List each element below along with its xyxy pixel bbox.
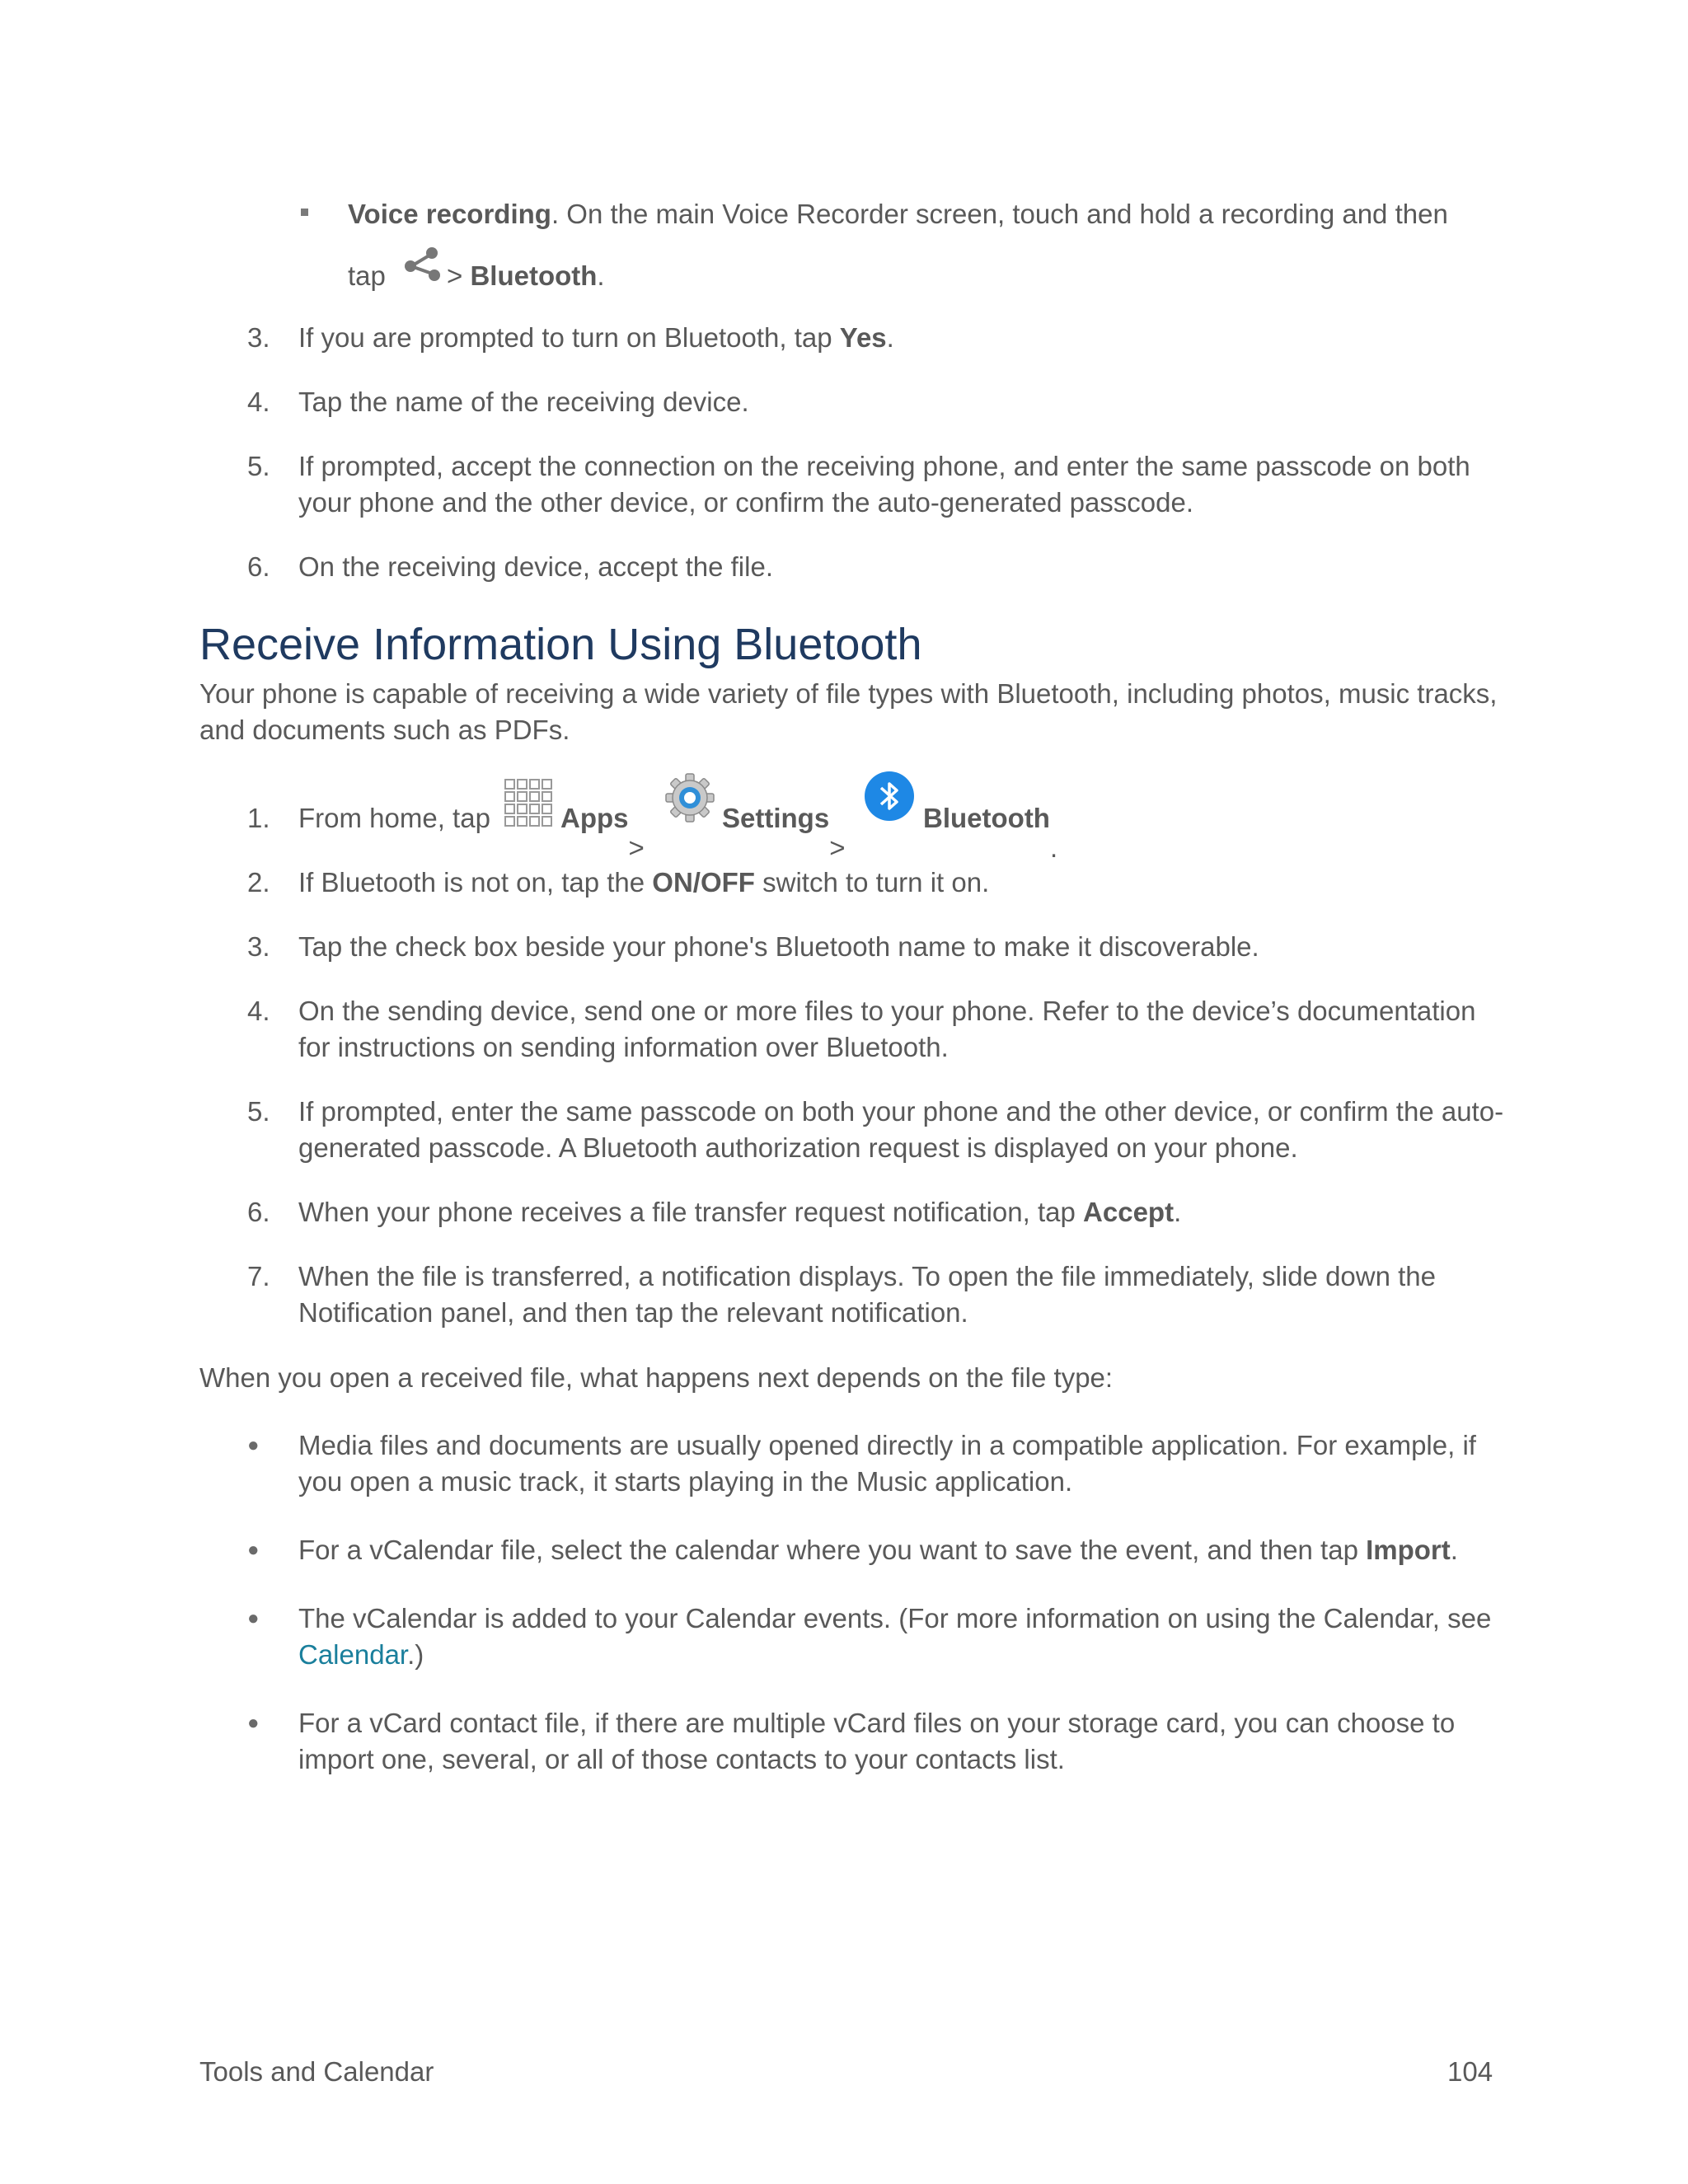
bullet-text: Media files and documents are usually opened directly in a compatible application. For example, if you open a music track, it starts playing in the Music application. [298,1430,1476,1497]
share-icon [399,244,445,290]
gt-separator: > [628,832,645,863]
bullet-text-part: . [1450,1535,1458,1565]
step-text-part: When your phone receives a file transfer request notification, tap [298,1197,1084,1227]
step-number: 4. [247,387,270,417]
calendar-link[interactable]: Calendar [298,1639,408,1670]
voice-recording-label: Voice recording [348,199,551,229]
gt-separator: > [829,832,846,863]
step-1-text [298,771,1510,863]
settings-label: Settings [722,803,830,833]
step-text [298,1194,1510,1230]
apps-grid-icon [503,777,554,828]
step-number: 6. [247,1197,270,1227]
step-text: When the file is transferred, a notification displays. To open the file immediately, slide down the Notification panel, and then tap the relevant notification. [298,1261,1437,1328]
step-text-part: If you are prompted to turn on Bluetooth, tap [298,322,840,353]
bullet-text: For a vCard contact file, if there are multiple vCard files on your storage card, you can choose to import one, several, or all of those contacts to your contacts list. [298,1708,1456,1774]
intro-paragraph: Your phone is capable of receiving a wide variety of file types with Bluetooth, including photos, music tracks, and documents such as PDFs. [199,678,1498,745]
step-text: On the sending device, send one or more files to your phone. Refer to the device’s documentation for instructions on sending information over Bluetooth. [298,996,1476,1062]
step-number: 3. [247,931,270,962]
bullet-text [298,1532,1510,1568]
step-number: 7. [247,1261,270,1291]
step-number: 5. [247,1096,270,1127]
settings-path [722,800,846,863]
file-type-paragraph: When you open a received file, what happens next depends on the file type: [199,1362,1114,1393]
bullet-text-part: .) [407,1639,424,1670]
step-number: 2. [247,867,270,898]
bullet-text-part: For a vCalendar file, select the calendar where you want to save the event, and then tap [298,1535,1367,1565]
on-off-label: ON/OFF [652,867,755,898]
gt-separator: > [447,260,471,291]
step-text: On the receiving device, accept the file. [298,551,773,582]
bullet-marker: ● [247,1712,260,1734]
accept-label: Accept [1083,1197,1175,1227]
period: . [597,260,605,291]
bullet-marker: ● [247,1607,260,1629]
step-text: Tap the check box beside your phone's Bluetooth name to make it discoverable. [298,931,1259,962]
apps-label: Apps [560,803,629,833]
from-home-text: From home, tap [298,803,490,833]
step-number: 1. [247,803,270,833]
bluetooth-path [923,800,1058,863]
apps-path [560,800,645,863]
tap-word: tap [348,260,386,291]
step-text: If prompted, accept the connection on the receiving phone, and enter the same passcode on both your phone and the other device, or confirm the auto-generated passcode. [298,451,1470,518]
page-number: 104 [1447,2056,1493,2087]
bullet-text [298,1601,1510,1673]
step-text [298,865,1510,901]
step-number: 6. [247,551,270,582]
step-number: 3. [247,322,270,353]
bluetooth-label: Bluetooth [470,260,598,291]
settings-gear-icon [664,772,715,823]
step-text: Tap the name of the receiving device. [298,387,749,417]
step-text-part: . [1174,1197,1182,1227]
bluetooth-icon [864,771,915,822]
bullet-marker: ● [247,1434,260,1456]
share-bluetooth-path [447,258,605,294]
import-label: Import [1366,1535,1451,1565]
step-text-part: If Bluetooth is not on, tap the [298,867,653,898]
sub-bullet-voice-recording [348,196,1502,232]
square-bullet [301,209,308,216]
step-text-part: switch to turn it on. [754,867,990,898]
yes-label: Yes [839,322,887,353]
section-heading: Receive Information Using Bluetooth [199,620,922,669]
step-number: 4. [247,996,270,1026]
bullet-text-part: The vCalendar is added to your Calendar events. (For more information on using the Calendar, see [298,1603,1492,1633]
bluetooth-label: Bluetooth [923,803,1050,833]
footer-section: Tools and Calendar [199,2056,434,2087]
period: . [1049,832,1058,863]
voice-recording-text: . On the main Voice Recorder screen, touch and hold a recording and then [551,199,1448,229]
step-text-part: . [886,322,894,353]
voice-recording-instruction [348,244,1502,310]
bullet-marker: ● [247,1539,260,1561]
step-text [298,320,1510,356]
step-text: If prompted, enter the same passcode on both your phone and the other device, or confirm the auto-generated passcode. A Bluetooth authorization request is displayed on your phone. [298,1096,1504,1163]
step-number: 5. [247,451,270,481]
